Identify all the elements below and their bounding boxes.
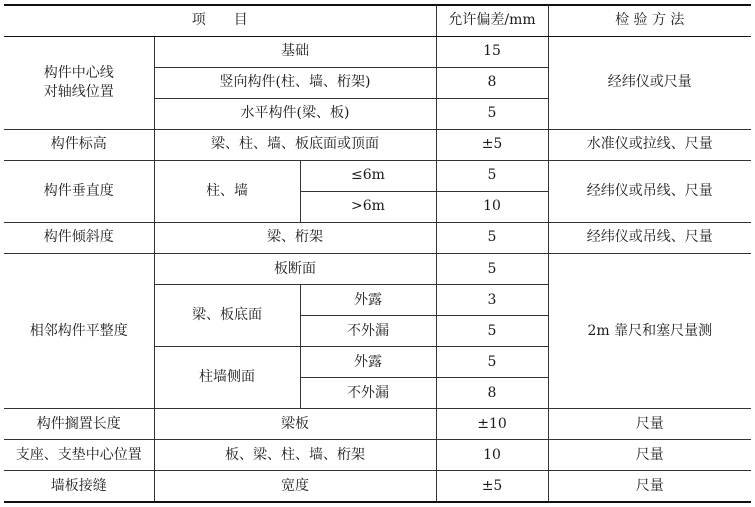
- slab-section-item: 板断面: [154, 253, 436, 284]
- elevation-label: 构件标高: [4, 129, 154, 160]
- beam-slab-not-exposed-value: 5: [436, 316, 548, 347]
- elevation-method: 水准仪或拉线、尺量: [548, 129, 751, 160]
- wall-joint-method: 尺量: [548, 471, 751, 502]
- wall-joint-item: 宽度: [154, 471, 436, 502]
- center-axis-label: 构件中心线 对轴线位置: [4, 36, 154, 129]
- column-wall-exposed: 外露: [300, 347, 436, 378]
- inclination-item: 梁、桁架: [154, 222, 436, 253]
- header-method: 检 验 方 法: [548, 5, 751, 36]
- bearing-length-value: ±10: [436, 409, 548, 440]
- foundation-item: 基础: [154, 36, 436, 67]
- column-wall-not-exposed-value: 8: [436, 378, 548, 409]
- column-wall-not-exposed: 不外漏: [300, 378, 436, 409]
- header-tolerance: 允许偏差/mm: [436, 5, 548, 36]
- beam-slab-not-exposed: 不外漏: [300, 316, 436, 347]
- foundation-value: 15: [436, 36, 548, 67]
- wall-joint-label: 墙板接缝: [4, 471, 154, 502]
- verticality-sub-le6: ≤6m: [300, 160, 436, 191]
- tolerance-table: [4, 4, 751, 503]
- inclination-method: 经纬仪或吊线、尺量: [548, 222, 751, 253]
- elevation-item: 梁、柱、墙、板底面或顶面: [154, 129, 436, 160]
- support-center-item: 板、梁、柱、墙、桁架: [154, 440, 436, 471]
- verticality-value-le6: 5: [436, 160, 548, 191]
- bearing-length-label: 构件搁置长度: [4, 409, 154, 440]
- verticality-value-gt6: 10: [436, 191, 548, 222]
- verticality-label: 构件垂直度: [4, 160, 154, 222]
- flatness-method: 2m 靠尺和塞尺量测: [548, 253, 751, 408]
- column-wall-side-item: 柱墙侧面: [154, 347, 300, 409]
- wall-joint-value: ±5: [436, 471, 548, 502]
- center-axis-method: 经纬仪或尺量: [548, 36, 751, 129]
- vertical-members-item: 竖向构件(柱、墙、桁架): [154, 67, 436, 98]
- bearing-length-item: 梁板: [154, 409, 436, 440]
- support-center-method: 尺量: [548, 440, 751, 471]
- bearing-length-method: 尺量: [548, 409, 751, 440]
- column-wall-exposed-value: 5: [436, 347, 548, 378]
- verticality-sub-gt6: >6m: [300, 191, 436, 222]
- support-center-label: 支座、支垫中心位置: [4, 440, 154, 471]
- elevation-value: ±5: [436, 129, 548, 160]
- header-item: 项 目: [4, 5, 436, 36]
- verticality-method: 经纬仪或吊线、尺量: [548, 160, 751, 222]
- horizontal-members-value: 5: [436, 98, 548, 129]
- inclination-label: 构件倾斜度: [4, 222, 154, 253]
- slab-section-value: 5: [436, 253, 548, 284]
- beam-slab-bottom-item: 梁、板底面: [154, 285, 300, 347]
- beam-slab-exposed: 外露: [300, 285, 436, 316]
- verticality-item: 柱、墙: [154, 160, 300, 222]
- inclination-value: 5: [436, 222, 548, 253]
- flatness-label: 相邻构件平整度: [4, 253, 154, 408]
- vertical-members-value: 8: [436, 67, 548, 98]
- support-center-value: 10: [436, 440, 548, 471]
- beam-slab-exposed-value: 3: [436, 285, 548, 316]
- horizontal-members-item: 水平构件(梁、板): [154, 98, 436, 129]
